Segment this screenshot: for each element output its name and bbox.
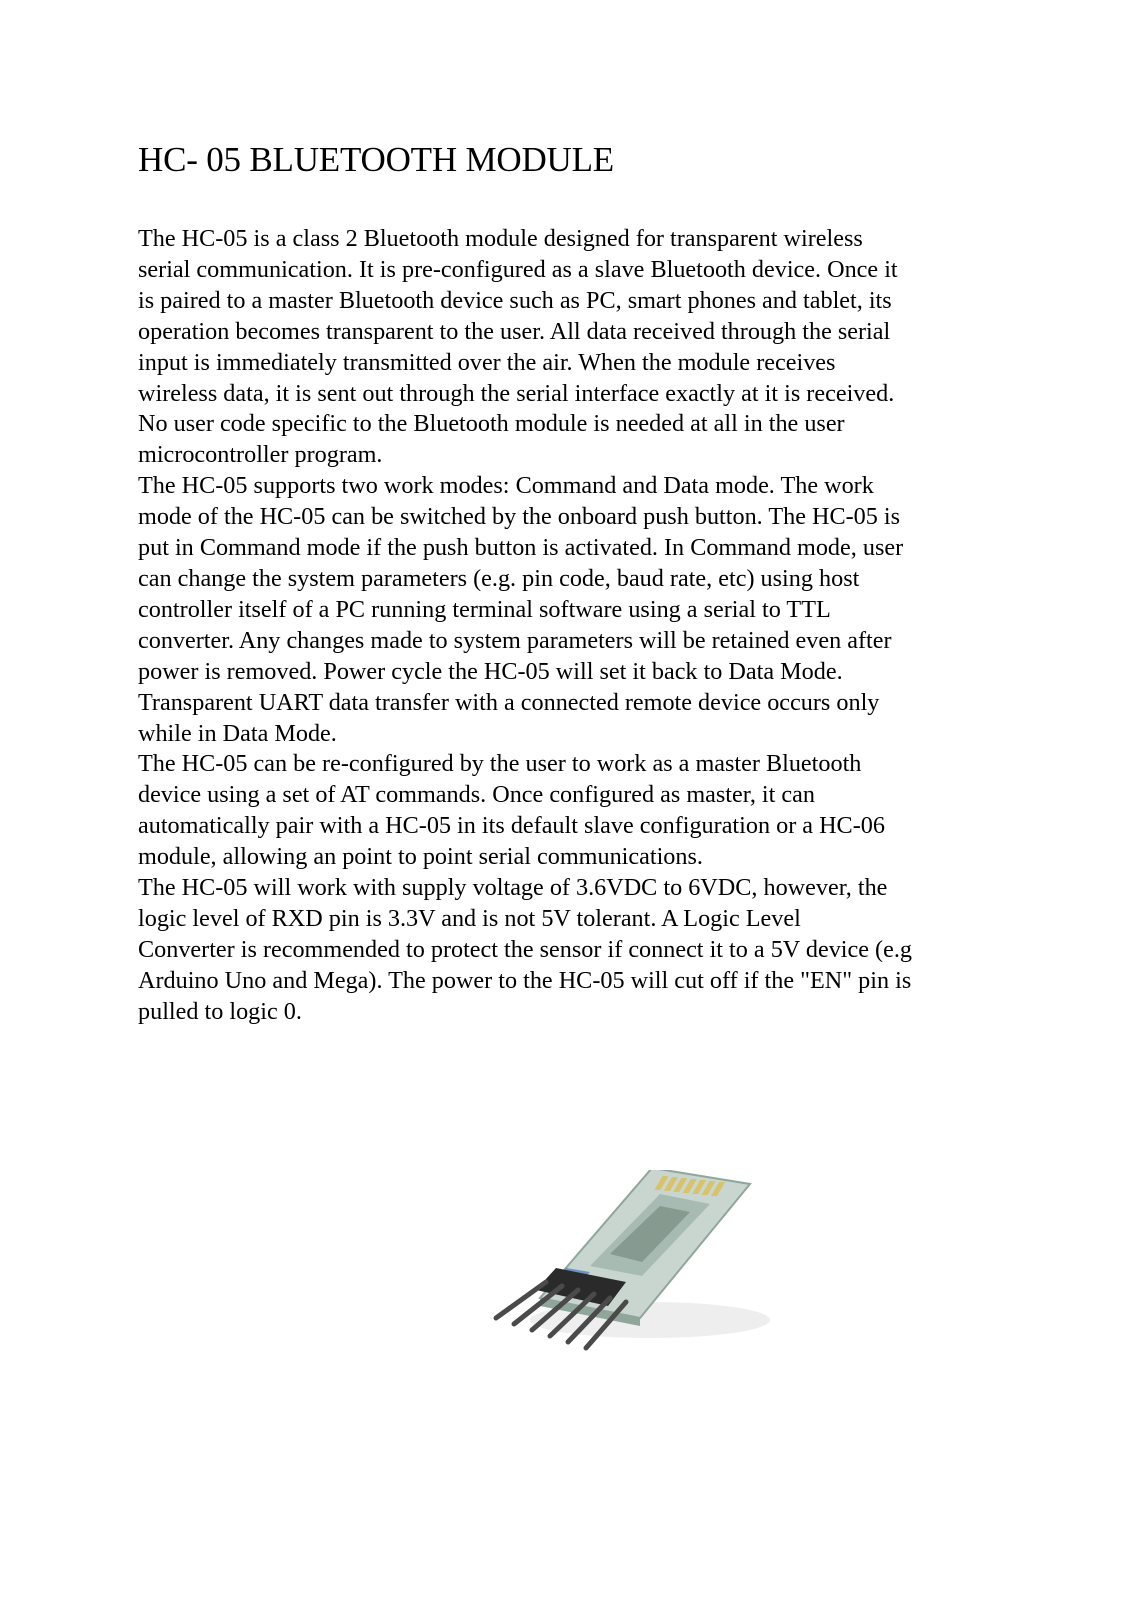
paragraph bbox=[138, 471, 1008, 749]
paragraph bbox=[138, 224, 1008, 471]
text-line: module, allowing an point to point serial communications. bbox=[138, 843, 703, 871]
text-line: power is removed. Power cycle the HC-05 will set it back to Data Mode. bbox=[138, 657, 843, 685]
text-line: is paired to a master Bluetooth device such as PC, smart phones and tablet, its bbox=[138, 286, 892, 314]
text-line: microcontroller program. bbox=[138, 441, 383, 469]
text-line: controller itself of a PC running terminal software using a serial to TTL bbox=[138, 595, 831, 623]
text-line: wireless data, it is sent out through the serial interface exactly at it is received. bbox=[138, 379, 895, 407]
text-line: Arduino Uno and Mega). The power to the HC-05 will cut off if the "EN" pin is bbox=[138, 966, 912, 994]
text-line: converter. Any changes made to system parameters will be retained even after bbox=[138, 626, 892, 654]
body-text bbox=[138, 224, 1008, 1028]
text-line: No user code specific to the Bluetooth module is needed at all in the user bbox=[138, 410, 845, 438]
hc05-module-icon bbox=[490, 1170, 770, 1370]
text-line: Converter is recommended to protect the sensor if connect it to a 5V device (e.g bbox=[138, 935, 912, 963]
text-line: input is immediately transmitted over the air. When the module receives bbox=[138, 348, 836, 376]
text-line: The HC-05 will work with supply voltage of 3.6VDC to 6VDC, however, the bbox=[138, 874, 888, 902]
text-line: serial communication. It is pre-configured as a slave Bluetooth device. Once it bbox=[138, 255, 898, 283]
text-line: automatically pair with a HC-05 in its default slave configuration or a HC-06 bbox=[138, 812, 885, 840]
text-line: operation becomes transparent to the user. All data received through the serial bbox=[138, 317, 891, 345]
module-figure bbox=[490, 1170, 770, 1370]
text-line: mode of the HC-05 can be switched by the onboard push button. The HC-05 is bbox=[138, 503, 901, 531]
paragraph bbox=[138, 873, 1008, 1028]
text-line: The HC-05 can be re-configured by the user to work as a master Bluetooth bbox=[138, 750, 862, 778]
text-line: logic level of RXD pin is 3.3V and is not 5V tolerant. A Logic Level bbox=[138, 904, 801, 932]
text-line: can change the system parameters (e.g. pin code, baud rate, etc) using host bbox=[138, 564, 860, 592]
text-line: pulled to logic 0. bbox=[138, 997, 302, 1025]
text-line: put in Command mode if the push button is activated. In Command mode, user bbox=[138, 534, 904, 562]
text-line: Transparent UART data transfer with a connected remote device occurs only bbox=[138, 688, 880, 716]
paragraph bbox=[138, 749, 1008, 873]
text-line: The HC-05 supports two work modes: Command and Data mode. The work bbox=[138, 472, 874, 500]
page-title: HC- 05 BLUETOOTH MODULE bbox=[138, 140, 614, 179]
text-line: The HC-05 is a class 2 Bluetooth module designed for transparent wireless bbox=[138, 225, 863, 252]
text-line: while in Data Mode. bbox=[138, 719, 337, 747]
text-line: device using a set of AT commands. Once configured as master, it can bbox=[138, 781, 815, 809]
